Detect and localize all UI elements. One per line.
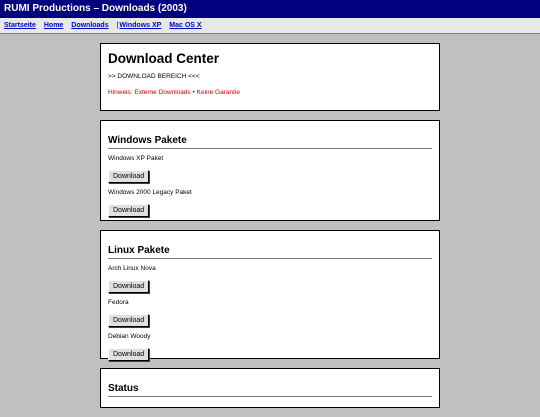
nav-link-startseite[interactable]: Startseite (4, 22, 36, 29)
windows-packages-panel (100, 120, 440, 221)
package-item (108, 265, 432, 293)
linux-section-heading: Linux Pakete (108, 245, 432, 259)
download-button-debian-woody[interactable]: Download (108, 348, 149, 361)
window-title: RUMI Productions – Downloads (2003) (4, 3, 187, 14)
package-name: Fedora (108, 299, 129, 306)
download-button-arch-linux-nova[interactable]: Download (108, 280, 149, 293)
package-name: Windows XP Paket (108, 155, 164, 162)
download-button-windows-2000[interactable]: Download (108, 204, 149, 217)
warning-notice: Hinweis: Externe Downloads • Keine Garantie (108, 89, 240, 96)
download-center-panel (100, 43, 440, 111)
download-button-windows-xp[interactable]: Download (108, 170, 149, 183)
status-section-heading: Status (108, 383, 432, 397)
page-subtitle: >> DOWNLOAD BEREICH <<< (108, 73, 200, 80)
nav-link-downloads[interactable]: Downloads (71, 22, 109, 29)
page-title: Download Center (108, 51, 220, 66)
main-content (100, 43, 440, 417)
window-title-bar (0, 0, 540, 18)
nav-separator: | (116, 22, 119, 29)
linux-packages-panel (100, 230, 440, 359)
package-item (108, 189, 432, 217)
package-item (108, 299, 432, 327)
status-panel (100, 368, 440, 408)
nav-link-home[interactable]: Home (43, 22, 64, 29)
package-name: Windows 2000 Legacy Paket (108, 189, 192, 196)
package-name: Arch Linux Nova (108, 265, 156, 272)
download-button-fedora[interactable]: Download (108, 314, 149, 327)
windows-section-heading: Windows Pakete (108, 135, 432, 149)
nav-bar (0, 18, 540, 34)
package-item (108, 333, 432, 361)
nav-link-windows-xp[interactable]: Windows XP (119, 22, 162, 29)
package-item (108, 155, 432, 183)
nav-link-mac-os-x[interactable]: Mac OS X (169, 22, 202, 29)
package-name: Debian Woody (108, 333, 151, 340)
